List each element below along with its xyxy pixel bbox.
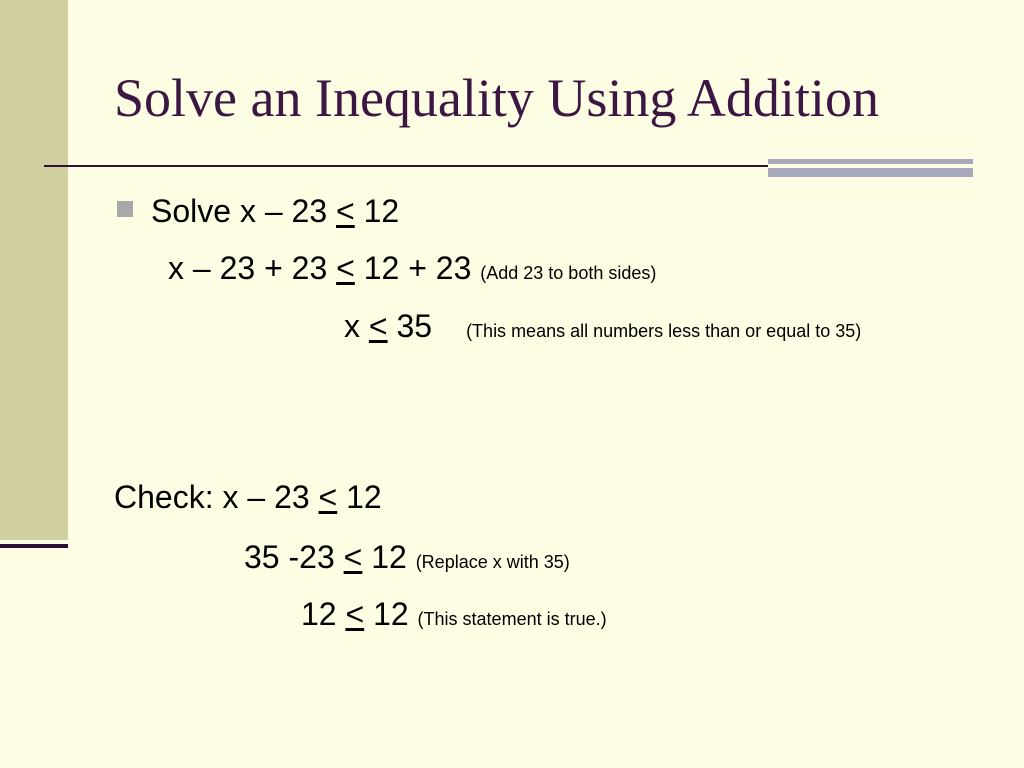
problem-line: Solve x – 23 < 12: [151, 193, 400, 229]
check-step2-note: (This statement is true.): [417, 609, 607, 629]
step2-note: (This means all numbers less than or equal to 35): [466, 321, 862, 341]
sidebar-rule: [0, 544, 68, 548]
check-step1-note: (Replace x with 35): [415, 552, 570, 572]
check-line: Check: x – 23 < 12: [114, 479, 382, 515]
slide-title: Solve an Inequality Using Addition: [114, 68, 879, 128]
sidebar-decoration: [0, 0, 68, 540]
step1-line: x – 23 + 23 < 12 + 23 (Add 23 to both sides): [168, 250, 657, 286]
step1-note: (Add 23 to both sides): [480, 263, 657, 283]
step2-line: x < 35 (This means all numbers less than or equal to 35): [344, 308, 862, 344]
title-accent-bar: [768, 159, 973, 177]
title-rule: [44, 165, 768, 167]
bullet-square-icon: [117, 201, 133, 217]
check-step2-line: 12 < 12 (This statement is true.): [301, 596, 607, 632]
check-step1-line: 35 -23 < 12 (Replace x with 35): [244, 539, 570, 575]
